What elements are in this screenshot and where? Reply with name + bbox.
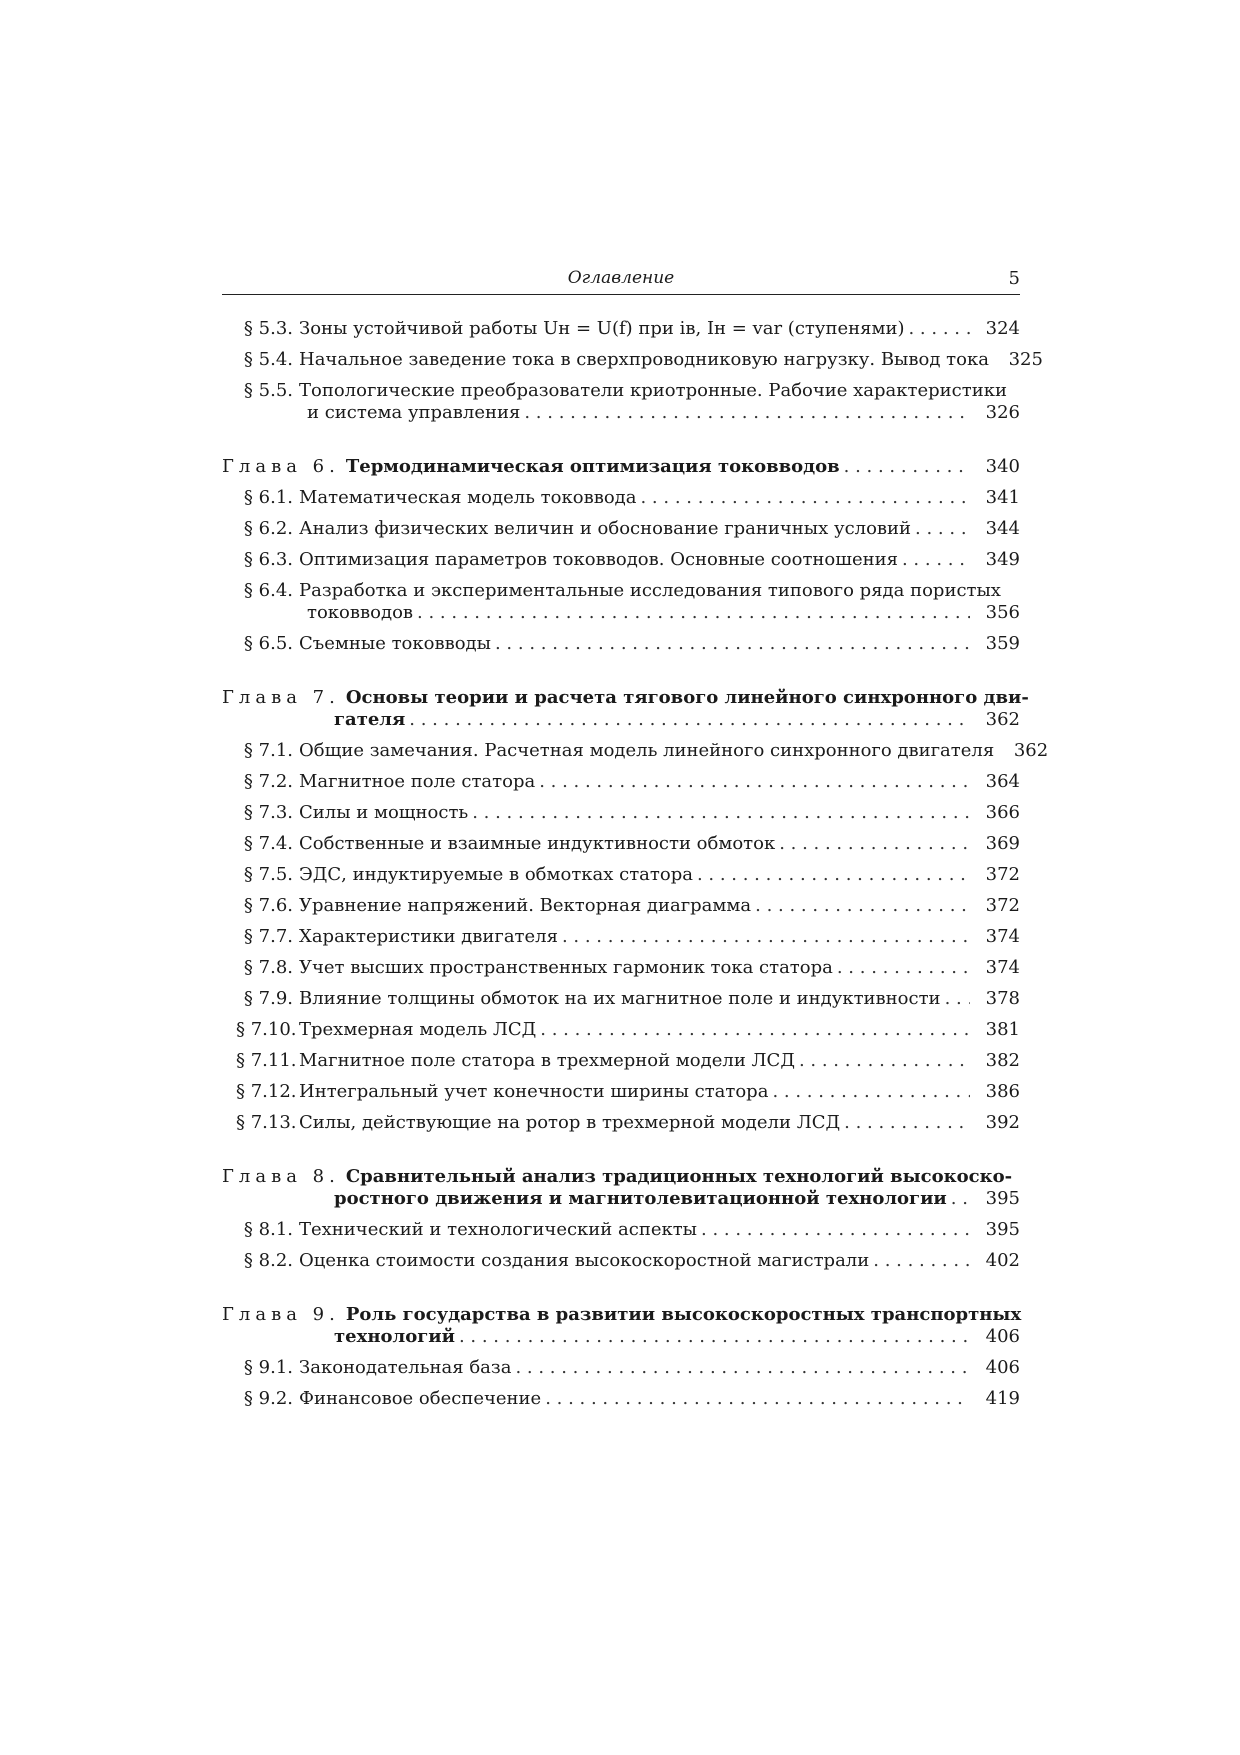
section-number: § 5.3. bbox=[243, 318, 293, 339]
toc-section[interactable] bbox=[222, 518, 1020, 540]
dot-leader bbox=[844, 456, 970, 478]
page-ref: 374 bbox=[985, 926, 1020, 947]
toc-section[interactable] bbox=[222, 895, 1020, 917]
section-number: § 9.2. bbox=[243, 1388, 293, 1409]
page-ref: 372 bbox=[985, 864, 1020, 885]
dot-leader bbox=[755, 895, 970, 917]
section-number: § 7.10. bbox=[236, 1019, 297, 1040]
dot-leader bbox=[697, 864, 970, 886]
dot-leader bbox=[772, 1081, 970, 1103]
section-number: § 6.4. bbox=[243, 580, 293, 601]
page-ref: 402 bbox=[985, 1250, 1020, 1271]
toc-section[interactable] bbox=[222, 771, 1020, 793]
section-number: § 7.12. bbox=[236, 1081, 297, 1102]
toc-section[interactable] bbox=[222, 1019, 1020, 1041]
section-number: § 6.3. bbox=[243, 549, 293, 570]
dot-leader bbox=[701, 1219, 970, 1241]
dot-leader bbox=[472, 802, 970, 824]
page-ref: 340 bbox=[985, 456, 1020, 477]
page-ref: 362 bbox=[1013, 740, 1049, 761]
page-ref: 392 bbox=[985, 1112, 1020, 1133]
dot-leader bbox=[459, 1326, 970, 1348]
section-title: Законодательная база bbox=[299, 1357, 512, 1378]
section-number: § 7.4. bbox=[243, 833, 293, 854]
page-ref: 341 bbox=[985, 487, 1020, 508]
toc-section[interactable] bbox=[222, 1388, 1020, 1410]
dot-leader bbox=[902, 549, 970, 571]
toc-section[interactable] bbox=[222, 580, 1020, 624]
toc-section[interactable] bbox=[222, 1112, 1020, 1134]
section-title: Уравнение напряжений. Векторная диаграмма bbox=[299, 895, 752, 916]
page-ref: 362 bbox=[985, 709, 1020, 730]
section-title: Начальное заведение тока в сверхпроводниковую нагрузку. Вывод тока bbox=[299, 349, 989, 370]
section-number: § 7.9. bbox=[243, 988, 293, 1009]
section-title: Разработка и экспериментальные исследования типового ряда пористых bbox=[299, 580, 1001, 601]
page-ref: 326 bbox=[985, 402, 1020, 423]
page-ref: 419 bbox=[985, 1388, 1020, 1409]
dot-leader bbox=[409, 709, 970, 731]
section-number: § 6.5. bbox=[243, 633, 293, 654]
dot-leader bbox=[799, 1050, 970, 1072]
toc-section[interactable] bbox=[222, 864, 1020, 886]
page-ref: 382 bbox=[985, 1050, 1020, 1071]
section-title: Зоны устойчивой работы Uн = U(f) при iв, Iн = var (ступенями) bbox=[299, 318, 905, 339]
toc-section[interactable] bbox=[222, 1357, 1020, 1379]
section-title: Технический и технологический аспекты bbox=[299, 1219, 698, 1240]
page-number: 5 bbox=[1008, 268, 1020, 289]
dot-leader bbox=[539, 771, 970, 793]
dot-leader bbox=[417, 602, 970, 624]
chapter-label: Глава 7. bbox=[222, 687, 340, 708]
toc-section[interactable] bbox=[222, 380, 1020, 424]
section-number: § 6.1. bbox=[243, 487, 293, 508]
section-number: § 6.2. bbox=[243, 518, 293, 539]
dot-leader bbox=[545, 1388, 970, 1410]
toc-section[interactable] bbox=[222, 740, 1049, 762]
section-title: Учет высших пространственных гармоник тока статора bbox=[299, 957, 833, 978]
toc-section[interactable] bbox=[222, 1050, 1020, 1072]
chapter-title: Основы теории и расчета тягового линейного синхронного дви- bbox=[345, 687, 1029, 708]
running-title: Оглавление bbox=[567, 268, 675, 288]
section-number: § 8.2. bbox=[243, 1250, 293, 1271]
toc-section[interactable] bbox=[222, 926, 1020, 948]
section-title: и система управления bbox=[307, 402, 521, 423]
page-ref: 381 bbox=[985, 1019, 1020, 1040]
section-number: § 7.8. bbox=[243, 957, 293, 978]
section-number: § 9.1. bbox=[243, 1357, 293, 1378]
section-title: Топологические преобразователи криотронные. Рабочие характеристики bbox=[299, 380, 1007, 401]
toc-chapter[interactable] bbox=[222, 1304, 1020, 1348]
page-ref: 372 bbox=[985, 895, 1020, 916]
page-ref: 374 bbox=[985, 957, 1020, 978]
section-title: Анализ физических величин и обоснование граничных условий bbox=[299, 518, 912, 539]
section-title: Оптимизация параметров токовводов. Основные соотношения bbox=[299, 549, 898, 570]
chapter-title: технологий bbox=[334, 1326, 455, 1347]
toc-chapter[interactable] bbox=[222, 456, 1020, 478]
running-header bbox=[222, 268, 1020, 295]
toc-section[interactable] bbox=[222, 833, 1020, 855]
section-title: Магнитное поле статора bbox=[299, 771, 536, 792]
dot-leader bbox=[779, 833, 970, 855]
section-number: § 7.6. bbox=[243, 895, 293, 916]
section-title: Характеристики двигателя bbox=[299, 926, 558, 947]
section-number: § 7.5. bbox=[243, 864, 293, 885]
section-title: Интегральный учет конечности ширины статора bbox=[299, 1081, 769, 1102]
section-title: Силы и мощность bbox=[299, 802, 469, 823]
toc-chapter[interactable] bbox=[222, 1166, 1020, 1210]
dot-leader bbox=[524, 402, 970, 424]
section-number: § 7.1. bbox=[243, 740, 293, 761]
section-title: Оценка стоимости создания высокоскоростной магистрали bbox=[299, 1250, 870, 1271]
section-title: Математическая модель токоввода bbox=[299, 487, 637, 508]
page-ref: 344 bbox=[985, 518, 1020, 539]
section-number: § 7.2. bbox=[243, 771, 293, 792]
dot-leader bbox=[945, 988, 970, 1010]
toc-section[interactable] bbox=[222, 1219, 1020, 1241]
page-ref: 386 bbox=[985, 1081, 1020, 1102]
toc-section[interactable] bbox=[222, 318, 1020, 340]
dot-leader bbox=[908, 318, 970, 340]
dot-leader bbox=[540, 1019, 970, 1041]
toc-section[interactable] bbox=[222, 988, 1020, 1010]
page-ref: 378 bbox=[985, 988, 1020, 1009]
section-number: § 5.5. bbox=[243, 380, 293, 401]
toc-chapter[interactable] bbox=[222, 687, 1029, 731]
dot-leader bbox=[837, 957, 970, 979]
page-ref: 324 bbox=[985, 318, 1020, 339]
chapter-label: Глава 9. bbox=[222, 1304, 340, 1325]
section-title: Съемные токовводы bbox=[299, 633, 491, 654]
chapter-title: гателя bbox=[334, 709, 406, 730]
chapter-label: Глава 8. bbox=[222, 1166, 340, 1187]
chapter-title: Сравнительный анализ традиционных технологий высокоско- bbox=[345, 1166, 1013, 1187]
dot-leader bbox=[495, 633, 970, 655]
toc-section[interactable] bbox=[222, 349, 1043, 371]
section-title: Общие замечания. Расчетная модель линейного синхронного двигателя bbox=[299, 740, 995, 761]
section-title: токовводов bbox=[307, 602, 414, 623]
toc-section[interactable] bbox=[222, 1081, 1020, 1103]
page-ref: 359 bbox=[985, 633, 1020, 654]
section-number: § 7.13. bbox=[236, 1112, 297, 1133]
toc-section[interactable] bbox=[222, 549, 1020, 571]
dot-leader bbox=[915, 518, 970, 540]
chapter-title: Термодинамическая оптимизация токовводов bbox=[345, 456, 840, 477]
section-number: § 8.1. bbox=[243, 1219, 293, 1240]
page-ref: 366 bbox=[985, 802, 1020, 823]
dot-leader bbox=[844, 1112, 970, 1134]
page-ref: 325 bbox=[1008, 349, 1043, 370]
page-ref: 406 bbox=[985, 1326, 1020, 1347]
page-ref: 395 bbox=[985, 1188, 1020, 1209]
page-ref: 406 bbox=[985, 1357, 1020, 1378]
dot-leader bbox=[562, 926, 970, 948]
book-page bbox=[222, 0, 1049, 1755]
dot-leader bbox=[515, 1357, 970, 1379]
toc-section[interactable] bbox=[222, 1250, 1020, 1272]
section-title: Влияние толщины обмоток на их магнитное поле и индуктивности bbox=[299, 988, 941, 1009]
section-number: § 7.3. bbox=[243, 802, 293, 823]
dot-leader bbox=[951, 1188, 970, 1210]
section-number: § 5.4. bbox=[243, 349, 293, 370]
chapter-label: Глава 6. bbox=[222, 456, 340, 477]
dot-leader bbox=[873, 1250, 970, 1272]
section-title: ЭДС, индуктируемые в обмотках статора bbox=[299, 864, 693, 885]
chapter-title: Роль государства в развитии высокоскоростных транспортных bbox=[345, 1304, 1022, 1325]
section-title: Трехмерная модель ЛСД bbox=[299, 1019, 537, 1040]
page-ref: 369 bbox=[985, 833, 1020, 854]
page-ref: 364 bbox=[985, 771, 1020, 792]
section-title: Финансовое обеспечение bbox=[299, 1388, 542, 1409]
dot-leader bbox=[640, 487, 970, 509]
toc-section[interactable] bbox=[222, 633, 1020, 655]
section-title: Собственные и взаимные индуктивности обмоток bbox=[299, 833, 776, 854]
section-title: Силы, действующие на ротор в трехмерной модели ЛСД bbox=[299, 1112, 841, 1133]
toc-section[interactable] bbox=[222, 957, 1020, 979]
toc-section[interactable] bbox=[222, 802, 1020, 824]
chapter-title: ростного движения и магнитолевитационной технологии bbox=[334, 1188, 947, 1209]
table-of-contents bbox=[222, 318, 1049, 1419]
section-title: Магнитное поле статора в трехмерной модели ЛСД bbox=[299, 1050, 795, 1071]
section-number: § 7.7. bbox=[243, 926, 293, 947]
toc-section[interactable] bbox=[222, 487, 1020, 509]
page-ref: 395 bbox=[985, 1219, 1020, 1240]
page-ref: 349 bbox=[985, 549, 1020, 570]
section-number: § 7.11. bbox=[236, 1050, 297, 1071]
page-ref: 356 bbox=[985, 602, 1020, 623]
